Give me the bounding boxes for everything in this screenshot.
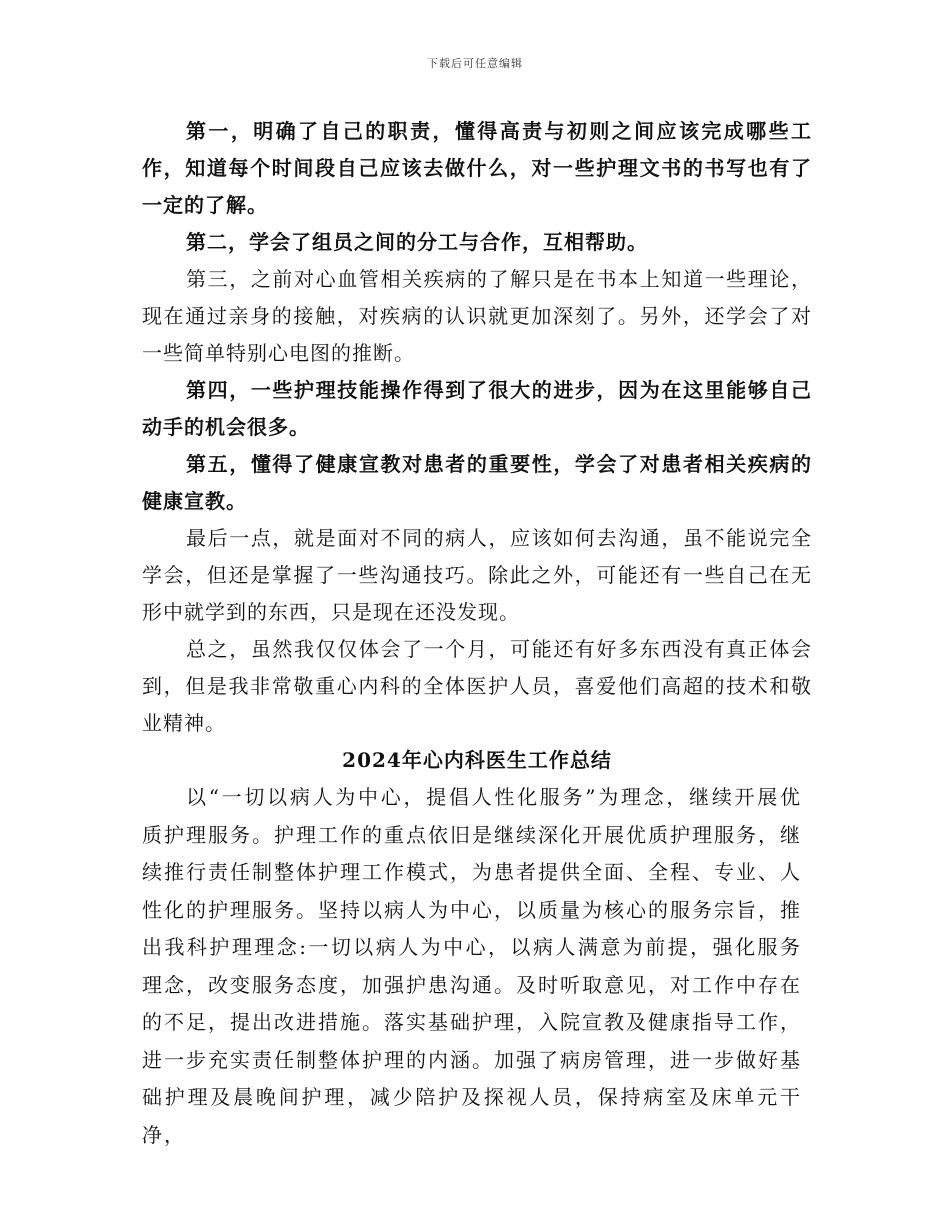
paragraph-fourth: 第四，一些护理技能操作得到了很大的进步，因为在这里能够自己动手的机会很多。 <box>142 378 812 439</box>
paragraph-conclusion: 总之，虽然我仅仅体会了一个月，可能还有好多东西没有真正体会到，但是我非常敬重心内科的全体医护人员，喜爱他们高超的技术和敬业精神。 <box>142 637 812 735</box>
header-note: 下载后可任意编辑 <box>427 57 523 70</box>
document-body <box>142 113 812 1154</box>
summary-paragraph: 以“一切以病人为中心，提倡人性化服务”为理念，继续开展优质护理服务。护理工作的重点依旧是继续深化开展优质护理服务，继续推行责任制整体护理工作模式，为患者提供全面、全程、专业、人性化的护理服务。坚持以病人为中心，以质量为核心的服务宗旨，推出我科护理理念:一切以病人为中心，以病人满意为前提，强化服务理念，改变服务态度，加强护患沟通。及时听取意见，对工作中存在的不足，提出改进措施。落实基础护理，入院宣教及健康指导工作，进一步充实责任制整体护理的内涵。加强了病房管理，进一步做好基础护理及晨晚间护理，减少陪护及探视人员，保持病室及床单元干净， <box>142 785 802 1147</box>
work-summary <box>142 779 802 1154</box>
paragraph-second: 第二，学会了组员之间的分工与合作，互相帮助。 <box>186 230 648 254</box>
paragraph-last-point: 最后一点，就是面对不同的病人，应该如何去沟通，虽不能说完全学会，但还是掌握了一些沟通技巧。除此之外，可能还有一些自己在无形中就学到的东西，只是现在还没发现。 <box>142 526 812 624</box>
paragraph-third: 第三，之前对心血管相关疾病的了解只是在书本上知道一些理论，现在通过亲身的接触，对疾病的认识就更加深刻了。另外，还学会了对一些简单特别心电图的推断。 <box>142 267 812 365</box>
paragraph-fifth: 第五，懂得了健康宣教对患者的重要性，学会了对患者相关疾病的健康宣教。 <box>142 452 812 513</box>
paragraph-first: 第一，明确了自己的职责，懂得高责与初则之间应该完成哪些工作，知道每个时间段自己应该去做什么，对一些护理文书的书写也有了一定的了解。 <box>142 119 812 217</box>
section-title: 2024年心内科医生工作总结 <box>342 748 612 772</box>
